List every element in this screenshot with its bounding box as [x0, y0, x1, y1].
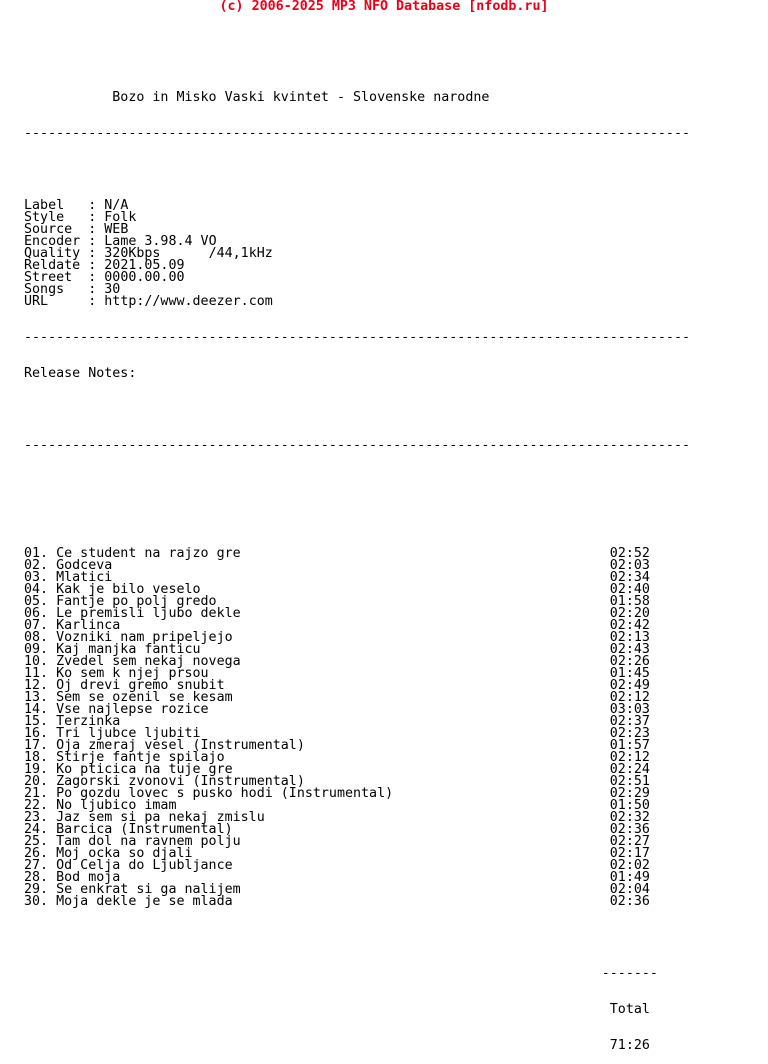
track-time: 02:04	[609, 882, 650, 897]
track-time: 02:51	[609, 774, 650, 789]
info-value: 0000.00.00	[104, 270, 185, 285]
track-number: 03.	[24, 570, 49, 585]
track-time: 01:57	[609, 738, 650, 753]
blank-line	[24, 512, 690, 524]
info-row	[24, 272, 690, 284]
track-number: 27.	[24, 858, 49, 873]
total-time: 71:26	[24, 1038, 650, 1053]
track-time: 01:58	[609, 594, 650, 609]
total-rule: -------	[24, 966, 658, 981]
track-number: 04.	[24, 582, 49, 597]
track-number: 15.	[24, 714, 49, 729]
track-number: 30.	[24, 894, 49, 909]
track-time: 02:37	[609, 714, 650, 729]
track-number: 28.	[24, 870, 49, 885]
total-label: Total	[24, 1002, 650, 1017]
info-colon: :	[88, 210, 105, 225]
track-title: Vse najlepse rozice	[48, 702, 209, 717]
info-colon: :	[88, 258, 105, 273]
track-number: 21.	[24, 786, 49, 801]
track-time: 03:03	[609, 702, 650, 717]
track-time: 02:36	[609, 894, 650, 909]
track-time: 01:50	[609, 798, 650, 813]
info-key: Songs	[24, 282, 89, 297]
track-title: Ce student na rajzo gre	[48, 546, 241, 561]
track-time: 02:34	[609, 570, 650, 585]
track-title: Vozniki nam pripeljejo	[48, 630, 233, 645]
track-title: Mlatici	[48, 570, 113, 585]
track-number: 05.	[24, 594, 49, 609]
track-title: Moja dekle je se mlada	[48, 894, 233, 909]
track-time: 02:12	[609, 690, 650, 705]
track-title: Kaj manjka fanticu	[48, 642, 201, 657]
track-number: 12.	[24, 678, 49, 693]
track-number: 24.	[24, 822, 49, 837]
track-number: 01.	[24, 546, 49, 561]
track-number: 29.	[24, 882, 49, 897]
blank-line	[24, 404, 690, 416]
track-title: Se enkrat si ga nalijem	[48, 882, 241, 897]
track-time: 01:49	[609, 870, 650, 885]
info-value: 30	[104, 282, 121, 297]
track-number: 26.	[24, 846, 49, 861]
track-time: 02:26	[609, 654, 650, 669]
track-title: Terzinka	[48, 714, 121, 729]
track-title: Tam dol na ravnem polju	[48, 834, 241, 849]
blank-line	[24, 932, 690, 944]
track-title: Sem se ozenil se kesam	[48, 690, 233, 705]
track-time: 02:36	[609, 822, 650, 837]
info-key: Reldate	[24, 258, 89, 273]
track-time: 02:02	[609, 858, 650, 873]
info-colon: :	[88, 222, 105, 237]
track-number: 14.	[24, 702, 49, 717]
track-number: 17.	[24, 738, 49, 753]
info-key: Encoder	[24, 234, 89, 249]
track-time: 02:40	[609, 582, 650, 597]
info-colon: :	[88, 294, 105, 309]
track-time: 02:03	[609, 558, 650, 573]
track-title: Le premisli ljubo dekle	[48, 606, 241, 621]
track-time: 02:42	[609, 618, 650, 633]
track-title: Po gozdu lovec s pusko hodi (Instrumental)	[48, 786, 394, 801]
track-title: Od Celja do Ljubljance	[48, 858, 233, 873]
track-number: 13.	[24, 690, 49, 705]
track-title: Oja zmeraj vesel (Instrumental)	[48, 738, 305, 753]
track-number: 07.	[24, 618, 49, 633]
track-title: Godceva	[48, 558, 113, 573]
track-title: Oj drevi gremo snubit	[48, 678, 225, 693]
track-number: 09.	[24, 642, 49, 657]
track-title: Kak je bilo veselo	[48, 582, 201, 597]
info-key: Style	[24, 210, 89, 225]
info-colon: :	[88, 198, 105, 213]
track-time: 02:49	[609, 678, 650, 693]
track-number: 06.	[24, 606, 49, 621]
track-number: 22.	[24, 798, 49, 813]
separator-top: -----------------------------------------------------------------------------------	[24, 126, 691, 141]
blank-line	[24, 56, 690, 68]
track-number: 11.	[24, 666, 49, 681]
track-number: 10.	[24, 654, 49, 669]
info-value: 2021.05.09	[104, 258, 185, 273]
track-title: Fantje po polj gredo	[48, 594, 217, 609]
track-title: Zvedel sem nekaj novega	[48, 654, 241, 669]
track-padding	[233, 894, 610, 909]
track-time: 02:32	[609, 810, 650, 825]
track-title: Barcica (Instrumental)	[48, 822, 233, 837]
track-title: Zagorski zvonovi (Instrumental)	[48, 774, 305, 789]
info-value: 320Kbps /44,1kHz	[104, 246, 273, 261]
info-colon: :	[88, 246, 105, 261]
track-number: 19.	[24, 762, 49, 777]
blank-line	[24, 164, 690, 176]
track-title: Stirje fantje spilajo	[48, 750, 225, 765]
tracklist	[24, 548, 690, 908]
album-title: Bozo in Misko Vaski kvintet - Slovenske narodne	[24, 90, 490, 105]
info-key: Quality	[24, 246, 89, 261]
track-title: Bod moja	[48, 870, 121, 885]
track-number: 08.	[24, 630, 49, 645]
info-key: Street	[24, 270, 89, 285]
track-time: 01:45	[609, 666, 650, 681]
info-key: Source	[24, 222, 89, 237]
track-row	[24, 896, 690, 908]
track-number: 20.	[24, 774, 49, 789]
info-row	[24, 296, 690, 308]
info-value: N/A	[104, 198, 129, 213]
track-title: Jaz sem si pa nekaj zmislu	[48, 810, 265, 825]
track-number: 16.	[24, 726, 49, 741]
info-key: Label	[24, 198, 89, 213]
track-time: 02:52	[609, 546, 650, 561]
track-title: Moj ocka so djali	[48, 846, 193, 861]
info-colon: :	[88, 282, 105, 297]
track-title: Karlinca	[48, 618, 121, 633]
track-number: 18.	[24, 750, 49, 765]
info-key: URL	[24, 294, 89, 309]
separator-info: -----------------------------------------------------------------------------------	[24, 330, 691, 345]
track-time: 02:29	[609, 786, 650, 801]
track-number: 23.	[24, 810, 49, 825]
track-time: 02:23	[609, 726, 650, 741]
site-banner[interactable]: (c) 2006-2025 MP3 NFO Database [nfodb.ru]	[219, 0, 549, 14]
info-colon: :	[88, 270, 105, 285]
info-colon: :	[88, 234, 105, 249]
track-time: 02:20	[609, 606, 650, 621]
track-title: Ko sem k njej prsou	[48, 666, 209, 681]
track-time: 02:43	[609, 642, 650, 657]
blank-line	[24, 476, 690, 488]
track-time: 02:17	[609, 846, 650, 861]
nfo-content	[24, 32, 690, 1064]
info-value: Lame 3.98.4 VO	[104, 234, 217, 249]
separator-notes: -----------------------------------------------------------------------------------	[24, 438, 691, 453]
track-number: 25.	[24, 834, 49, 849]
track-number: 02.	[24, 558, 49, 573]
info-value: http://www.deezer.com	[104, 294, 273, 309]
track-time: 02:12	[609, 750, 650, 765]
track-title: Ko pticica na tuje gre	[48, 762, 233, 777]
info-value: WEB	[104, 222, 129, 237]
track-time: 02:27	[609, 834, 650, 849]
track-time: 02:13	[609, 630, 650, 645]
info-block	[24, 200, 690, 308]
track-title: Tri ljubce ljubiti	[48, 726, 201, 741]
track-time: 02:24	[609, 762, 650, 777]
track-title: No ljubico imam	[48, 798, 177, 813]
release-notes-label: Release Notes:	[24, 366, 137, 381]
info-value: Folk	[104, 210, 137, 225]
